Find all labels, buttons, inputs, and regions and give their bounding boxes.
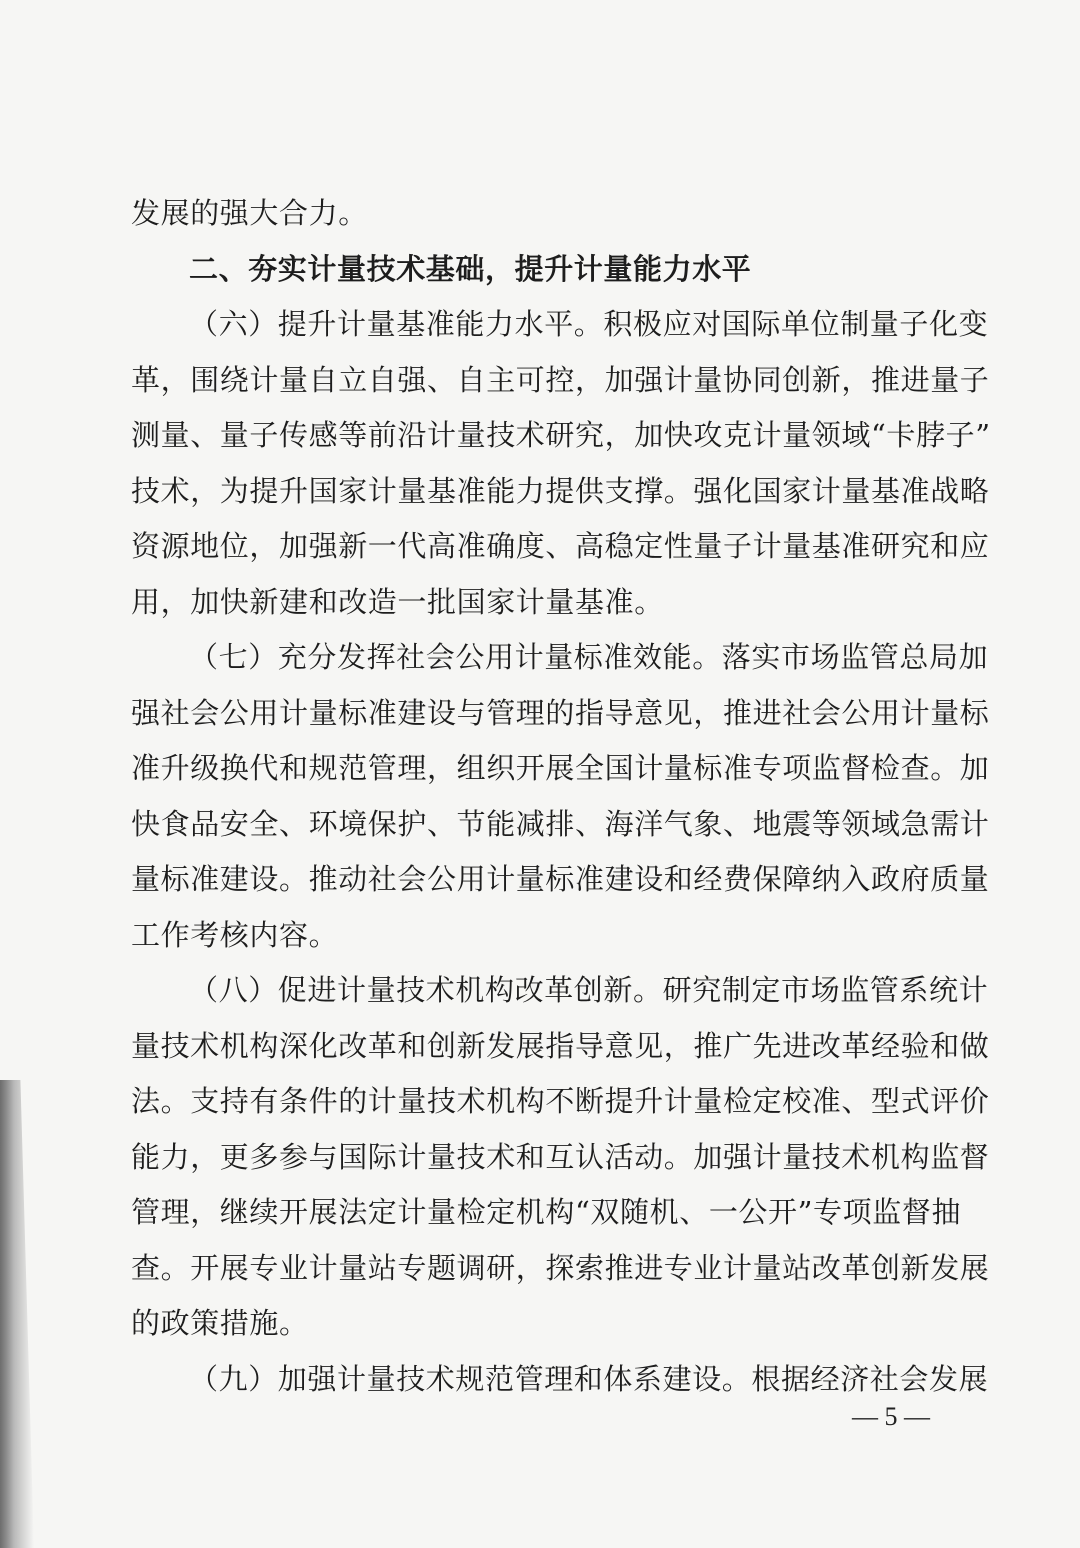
paragraph-line: 准升级换代和规范管理，组织开展全国计量标准专项监督检查。加 (131, 751, 990, 785)
paragraph-line: 量技术机构深化改革和创新发展指导意见，推广先进改革经验和做 (131, 1028, 990, 1063)
section-heading: 二、夯实计量技术基础，提升计量能力水平 (189, 251, 752, 286)
paragraph-line: 量标准建设。推动社会公用计量标准建设和经费保障纳入政府质量 (131, 862, 990, 896)
page-number: — 5 — (852, 1402, 930, 1431)
paragraph-line: 测量、量子传感等前沿计量技术研究，加快攻克计量领域“卡脖子” (131, 418, 991, 452)
body-text (131, 186, 991, 1407)
paragraph-line: 快食品安全、环境保护、节能减排、海洋气象、地震等领域急需计 (131, 806, 990, 841)
paragraph-line: 法。支持有条件的计量技术机构不断提升计量检定校准、型式评价 (131, 1084, 990, 1118)
scan-edge-shadow (0, 1080, 34, 1548)
paragraph-line: 强社会公用计量标准建设与管理的指导意见，推进社会公用计量标 (131, 695, 990, 730)
paragraph-line: （七）充分发挥社会公用计量标准效能。落实市场监管总局加 (189, 640, 989, 674)
paragraph-line: （九）加强计量技术规范管理和体系建设。根据经济社会发展 (189, 1361, 989, 1396)
paragraph-line: 用，加快新建和改造一批国家计量基准。 (131, 584, 664, 619)
paragraph-line: 资源地位，加强新一代高准确度、高稳定性量子计量基准研究和应 (131, 529, 990, 563)
paragraph-line: 革，围绕计量自立自强、自主可控，加强计量协同创新，推进量子 (131, 362, 990, 397)
paragraph-line: 技术，为提升国家计量基准能力提供支撑。强化国家计量基准战略 (131, 473, 990, 508)
paragraph-line: 查。开展专业计量站专题调研，探索推进专业计量站改革创新发展 (131, 1250, 990, 1285)
paragraph-line: （六）提升计量基准能力水平。积极应对国际单位制量子化变 (189, 307, 989, 341)
paragraph-line: 工作考核内容。 (131, 917, 339, 952)
paragraph-line: 的政策措施。 (131, 1306, 309, 1340)
paragraph-line: 管理，继续开展法定计量检定机构“双随机、一公开”专项监督抽 (131, 1195, 962, 1229)
paragraph-line: 能力，更多参与国际计量技术和互认活动。加强计量技术机构监督 (131, 1139, 990, 1174)
paragraph-line: 发展的强大合力。 (131, 196, 368, 230)
paragraph-line: （八）促进计量技术机构改革创新。研究制定市场监管系统计 (189, 973, 989, 1007)
